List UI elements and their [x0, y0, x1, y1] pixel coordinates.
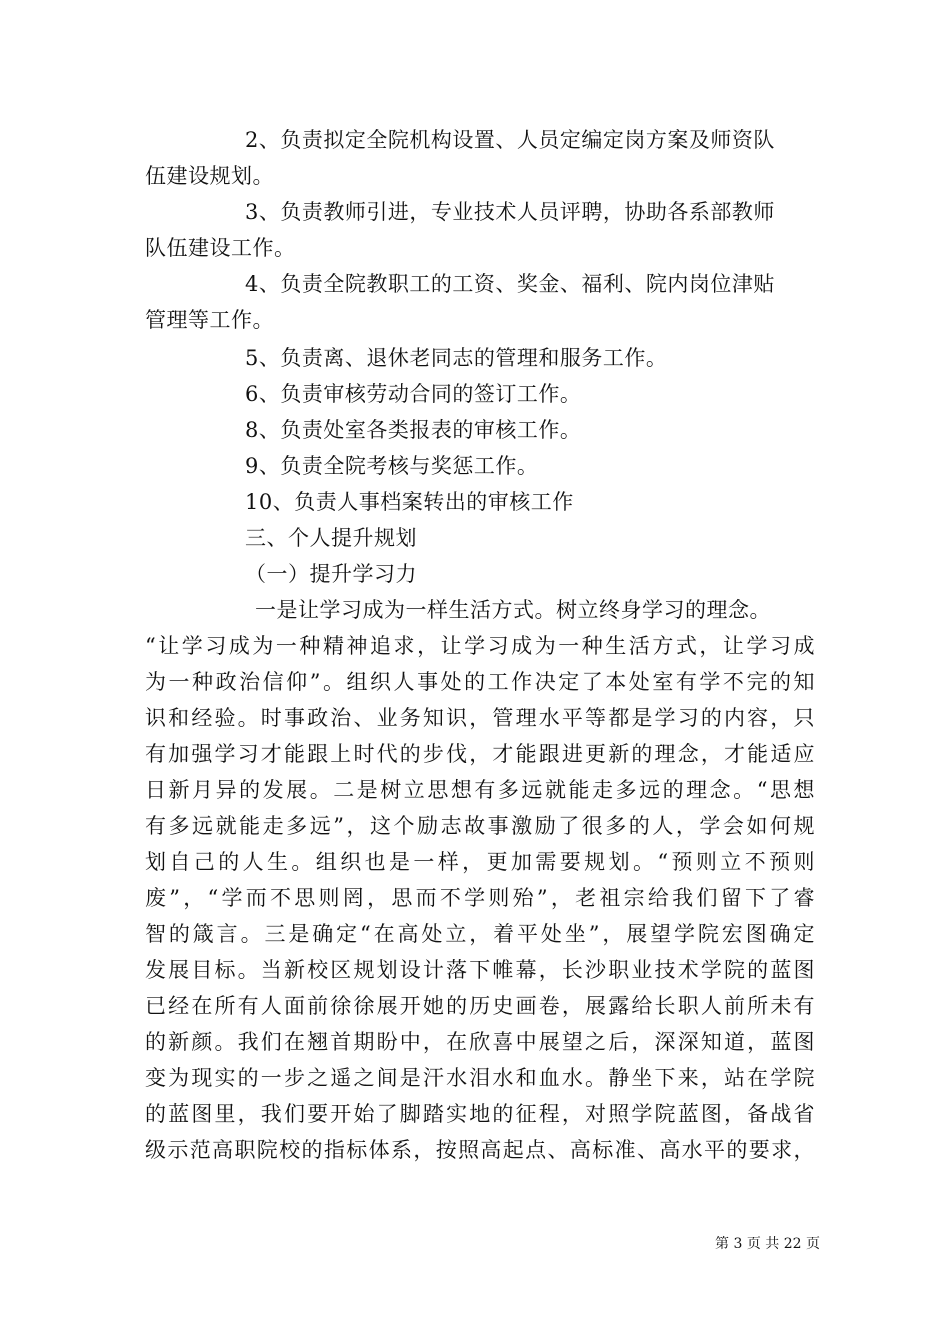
text-line: 3、负责教师引进，专业技术人员评聘，协助各系部教师 [245, 200, 775, 224]
text-line: 2、负责拟定全院机构设置、人员定编定岗方案及师资队 [245, 128, 775, 152]
subsection-heading: （一）提升学习力 [245, 562, 417, 586]
text-line: 变为现实的一步之遥之间是汗水泪水和血水。静坐下来，站在学院 [145, 1066, 815, 1090]
text-line: 有加强学习才能跟上时代的步伐，才能跟进更新的理念，才能适应 [145, 742, 815, 766]
text-line: 日新月异的发展。二是树立思想有多远就能走多远的理念。“思想 [145, 778, 815, 802]
text-line: 8、负责处室各类报表的审核工作。 [245, 418, 582, 442]
text-line: 划自己的人生。组织也是一样，更加需要规划。“预则立不预则 [145, 850, 815, 874]
text-line: 5、负责离、退休老同志的管理和服务工作。 [245, 346, 668, 370]
text-line: 伍建设规划。 [145, 164, 274, 188]
text-line: “让学习成为一种精神追求，让学习成为一种生活方式，让学习成 [145, 634, 815, 658]
text-line: 一是让学习成为一样生活方式。树立终身学习的理念。 [255, 598, 771, 622]
text-line: 发展目标。当新校区规划设计落下帷幕，长沙职业技术学院的蓝图 [145, 958, 815, 982]
text-line: 队伍建设工作。 [145, 236, 296, 260]
section-heading: 三、个人提升规划 [245, 526, 417, 550]
text-line: 管理等工作。 [145, 308, 274, 332]
text-line: 的新颜。我们在翘首期盼中，在欣喜中展望之后，深深知道，蓝图 [145, 1030, 815, 1054]
text-line: 已经在所有人面前徐徐展开她的历史画卷，展露给长职人前所未有 [145, 994, 815, 1018]
text-line: 识和经验。时事政治、业务知识，管理水平等都是学习的内容，只 [145, 706, 815, 730]
text-line: 智的箴言。三是确定“在高处立，着平处坐”，展望学院宏图确定 [145, 922, 815, 946]
text-line: 4、负责全院教职工的工资、奖金、福利、院内岗位津贴 [245, 272, 775, 296]
text-line: 6、负责审核劳动合同的签订工作。 [245, 382, 582, 406]
text-line: 的蓝图里，我们要开始了脚踏实地的征程，对照学院蓝图，备战省 [145, 1102, 815, 1126]
text-line: 废”，“学而不思则罔，思而不学则殆”，老祖宗给我们留下了睿 [145, 886, 815, 910]
page-number: 第 3 页 共 22 页 [715, 1236, 820, 1252]
text-line: 级示范高职院校的指标体系，按照高起点、高标准、高水平的要求， [145, 1138, 815, 1162]
text-line: 10、负责人事档案转出的审核工作 [245, 490, 574, 514]
text-line: 有多远就能走多远”，这个励志故事激励了很多的人，学会如何规 [145, 814, 815, 838]
text-line: 为一种政治信仰”。组织人事处的工作决定了本处室有学不完的知 [145, 670, 815, 694]
text-line: 9、负责全院考核与奖惩工作。 [245, 454, 539, 478]
